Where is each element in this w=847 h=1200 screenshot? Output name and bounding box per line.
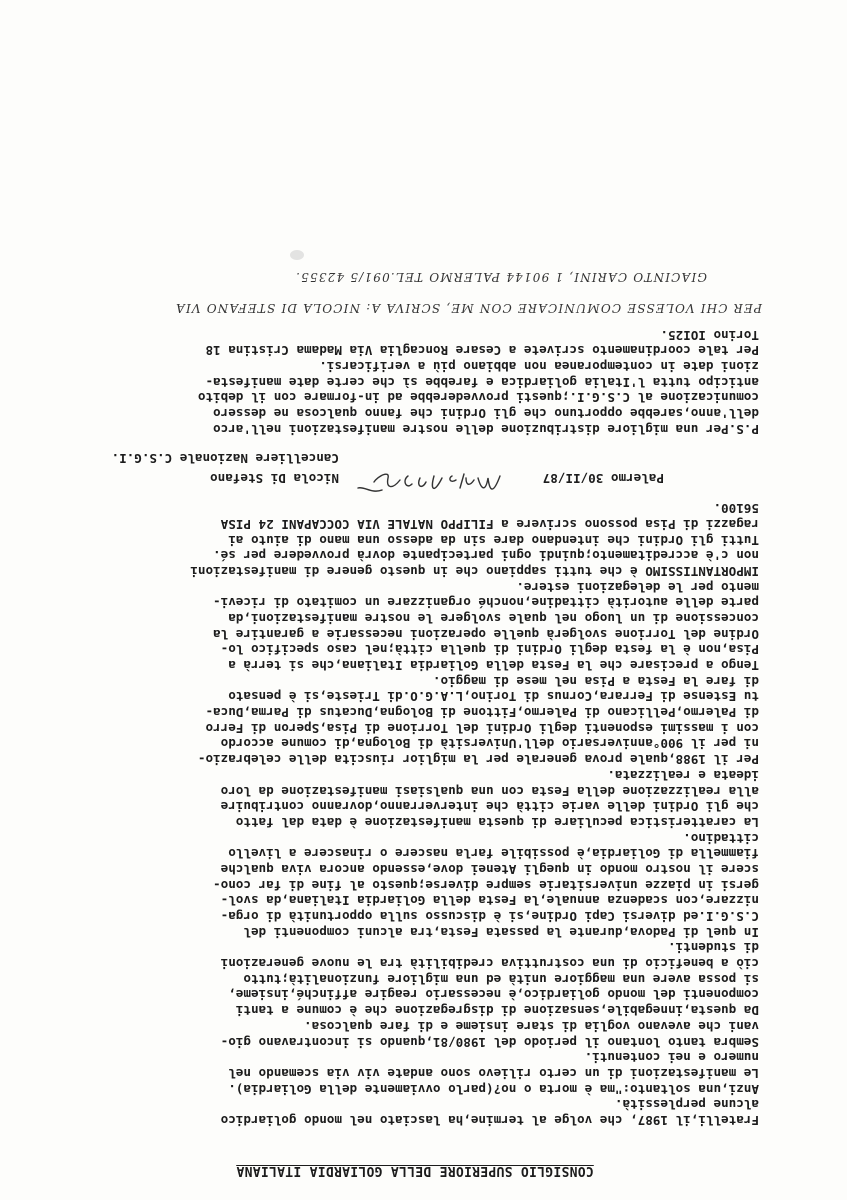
text-line: Tutti gli Ordini che intendano dare sin da adesso una mano di aiuto ai bbox=[228, 532, 759, 548]
text-line: fiammella di Goliardia,è possibile farla nascere o rinascere a livello bbox=[228, 846, 759, 862]
handwritten-note-line-2: GIACINTO CARINI, 1 90144 PALERMO TEL.091/5 42355. bbox=[294, 270, 707, 284]
text-line: componenti del mondo goliardico,è necessario reagire affinché,insieme, bbox=[228, 987, 759, 1003]
ps-text-line: comunicazione al C.S.G.I.;questi provvederebbe ad in-formare con il debito bbox=[197, 390, 759, 406]
signatory-title: Cancelliere Nazionale C.S.G.I. bbox=[111, 451, 339, 467]
ps-text-line: P.S.Per una migliore distribuzione delle nostre manifestazioni nell'arco bbox=[213, 421, 759, 437]
text-line: IMPORTANTISSIMO è che tutti sappiano che in questo genere di manifestazioni bbox=[190, 563, 759, 579]
text-line: concessione di un luogo nel quale svolgere le nostre manifestazioni,da bbox=[228, 611, 759, 626]
text-line: Anzi,una soltanto:"ma è morta o no?(parlo ovviamente della Goliardia). bbox=[228, 1081, 759, 1097]
letter-date: Palermo 30/II/87 bbox=[542, 471, 664, 487]
text-line: si possa avere una maggiore unità ed una migliore funzionalità;tutto bbox=[243, 971, 759, 987]
postscript bbox=[19, 327, 759, 437]
text-line: alla realizzazione della Festa con una qualsiasi manifestazione da loro bbox=[220, 783, 759, 799]
handwritten-signature bbox=[354, 467, 504, 501]
letter-paragraphs bbox=[19, 501, 759, 1129]
ps-text-line: anticipo tutta l'Italia goliardica e farebbe sì che certe date manifesta- bbox=[205, 374, 759, 390]
text-line: scere il nostro mondo in quegli Atenei dove,essendo ancora viva qualche bbox=[220, 862, 759, 877]
text-line: numero e nei contenuti. bbox=[584, 1050, 759, 1066]
text-line: tu Estense di Ferrara,Cornus di Torino,L.A.G.O.di Trieste,si è pensato bbox=[228, 689, 759, 705]
text-line: con i massimi esponenti degli Ordini del Torrione di Pisa,Speron di Ferro bbox=[205, 720, 759, 736]
text-line: Da questa,innegabile,sensazione di disgregazione che è comune a tanti bbox=[235, 1003, 759, 1019]
text-line: Le manifestazioni di un certo rilievo sono andate viv via scemando nel bbox=[228, 1065, 759, 1081]
text-line: alcune perplessità. bbox=[614, 1097, 759, 1113]
signatory-name: Nicola Di Stefano bbox=[210, 471, 339, 487]
text-line: In quel di Padova,durante la passata Festa,tra alcuni componenti del bbox=[243, 924, 759, 940]
ps-text-line: Per tale coordinamento scrivete a Cesare Roncaglia Via Madama Cristina 18 bbox=[205, 343, 759, 359]
text-line: di Palermo,Pellicano di Palermo,Fittone di Bologna,Ducatus di Parma,Duca- bbox=[205, 705, 759, 721]
letter-body bbox=[19, 327, 759, 1128]
text-line: ragazzi di Pisa possono scrivere a FILIPPO NATALE VIA COCCAPANI 24 PISA bbox=[220, 516, 759, 532]
text-line: Ordine del Torrione svolgerà quelle operazioni necessarie a garantire la bbox=[213, 626, 759, 642]
text-line: Tengo a precisare che la Festa della Goliardia Italiana,che si terrà a bbox=[228, 658, 759, 674]
text-line: mento per le delegazioni estere. bbox=[516, 579, 759, 595]
text-line: che gli Ordini delle varie città che interverranno,dovranno contribuire bbox=[220, 799, 759, 815]
text-line: ni per il 900°anniversario dell'Università di Bologna,di comune accordo bbox=[220, 736, 759, 752]
text-line: Sembra tanto lontano il periodo del 1980/81,quando si incontravano gio- bbox=[220, 1034, 759, 1050]
text-line: vani che avevano voglia di stare insieme e di fare qualcosa. bbox=[304, 1018, 759, 1034]
text-line: nizzare,con scadenza annuale,la Festa della Goliardia Italiana,da svol- bbox=[220, 893, 759, 909]
ps-text-line: dell'anno,sarebbe opportuno che gli Ordini che fanno qualcosa ne dessero bbox=[213, 406, 759, 422]
text-line: parte delle autorità cittadine,nonché organizzare un comitato di ricevi- bbox=[213, 595, 759, 611]
text-line: di studenti. bbox=[668, 940, 759, 956]
text-line: cittadino. bbox=[683, 830, 759, 846]
text-line: 56100. bbox=[713, 501, 759, 517]
text-line: C.S.G.I.ed diversi Capi Ordine,si è discusso sulla opportunità di orga- bbox=[220, 909, 759, 925]
text-line: gersi in piazze universitarie sempre diverse;questo al fine di far cono- bbox=[213, 877, 759, 893]
signature-row bbox=[19, 467, 759, 497]
document-heading: CONSIGLIO SUPERIORE DELLA GOLIARDIA ITALIANA bbox=[236, 1163, 594, 1178]
text-line: Per il 1988,quale prova generale per la miglior riuscita delle celebrazio- bbox=[197, 752, 759, 768]
ps-text-line: zioni date in contemporanea non abbiano più a verificarsi. bbox=[319, 359, 759, 375]
text-line: ciò a beneficio di una costruttiva credibilità tra le nuove generazioni bbox=[220, 956, 759, 972]
handwritten-note-line-1: PER CHI VOLESSE COMUNICARE CON ME, SCRIVA A: NICOLA DI STEFANO VIA bbox=[174, 301, 762, 315]
text-line: non c'è accreditamento;quindi ogni partecipante dovrà provvedere per sé. bbox=[213, 548, 759, 564]
text-line: Fratelli,il 1987, che volge al termine,ha lasciato nel mondo goliardico bbox=[220, 1113, 759, 1128]
text-line: ideata e realizzata. bbox=[607, 767, 759, 783]
text-line: Pisa,non è la festa degli Ordini di quella città;nel caso specifico lo- bbox=[220, 642, 759, 658]
ps-text-line: Torino IOI25. bbox=[660, 327, 759, 343]
text-line: di fare la Festa a Pisa nel mese di maggio. bbox=[432, 673, 759, 689]
text-line: La caratteristica peculiare di questa manifestazione è data dal fatto bbox=[235, 814, 759, 830]
